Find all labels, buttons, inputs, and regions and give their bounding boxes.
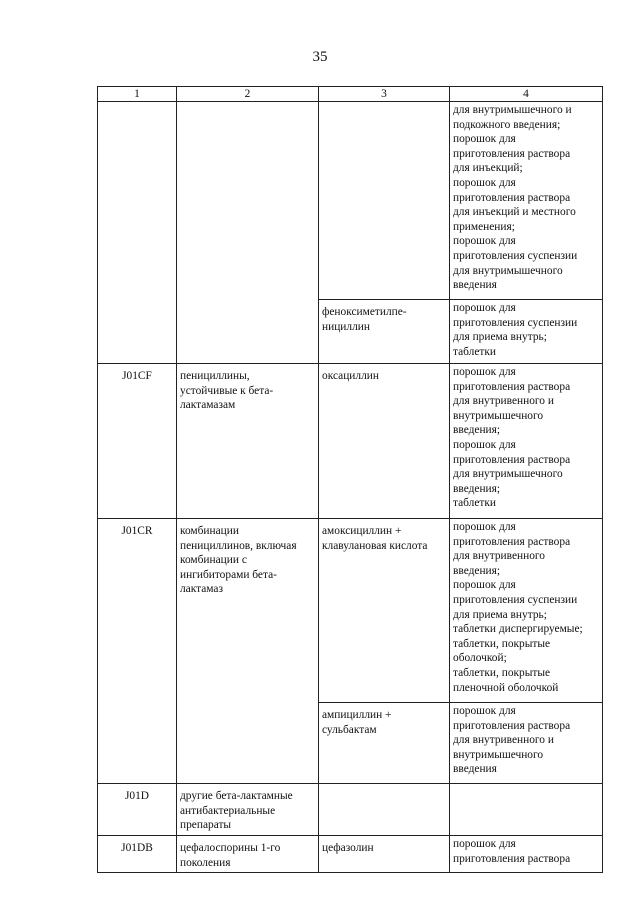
dosage-forms-cell — [450, 836, 603, 873]
drug-name-cell — [319, 300, 450, 364]
drug-name-cell — [319, 836, 450, 873]
cell-text-line: таблетки, покрытые — [453, 666, 551, 679]
cell-text-line: нициллин — [322, 320, 370, 333]
group-cell — [177, 364, 319, 519]
dosage-forms-cell — [450, 703, 603, 784]
cell-text-line: для инъекций и местного — [453, 206, 576, 219]
cell-text-line: приготовления раствора — [453, 535, 571, 548]
dosage-forms-cell — [450, 102, 603, 300]
table-header-row — [98, 87, 603, 102]
cell-text-line: порошок для — [453, 579, 516, 592]
cell-text-line: феноксиметилпе- — [322, 306, 407, 318]
cell-text-line: оксациллин — [322, 370, 379, 382]
cell-text-line: таблетки, покрытые — [453, 637, 551, 650]
cell-text-line: таблетки — [453, 497, 497, 510]
atc-code-cell — [98, 102, 177, 300]
cell-text-line: для внутривенного и — [453, 395, 554, 408]
cell-text-line: для инъекций; — [453, 162, 523, 175]
atc-code-cell — [98, 300, 177, 364]
cell-text-line: приготовления суспензии — [453, 316, 578, 329]
cell-text-line: клавулановая кислота — [322, 539, 428, 552]
cell-text-line: внутримышечного — [453, 409, 544, 422]
group-cell — [177, 784, 319, 836]
group-cell — [177, 836, 319, 873]
cell-text-line: другие бета-лактамные — [180, 790, 293, 802]
cell-text-line: приготовления раствора — [453, 719, 571, 732]
cell-text-line: ингибиторами бета- — [180, 568, 277, 581]
group-cell — [177, 703, 319, 784]
cell-text-line: приготовления раствора — [453, 191, 571, 204]
cell-text-line: введения — [453, 279, 497, 292]
cell-text-line: приготовления раствора — [453, 147, 571, 160]
cell-text-line: порошок для — [453, 438, 516, 451]
dosage-forms-cell — [450, 784, 603, 836]
cell-text-line: для внутривенного и — [453, 734, 554, 747]
cell-text-line: пенициллины, — [180, 370, 250, 382]
table-row — [98, 703, 603, 784]
cell-text-line: для приема внутрь; — [453, 331, 547, 344]
cell-text-line: для внутривенного — [453, 550, 545, 563]
table-row — [98, 364, 603, 519]
cell-text-line: устойчивые к бета- — [180, 384, 274, 397]
drug-table — [97, 86, 603, 873]
drug-name-cell — [319, 519, 450, 703]
drug-name-cell — [319, 784, 450, 836]
cell-text-line: цефазолин — [322, 842, 374, 854]
group-cell — [177, 102, 319, 300]
drug-name-cell — [319, 703, 450, 784]
atc-code-cell: J01D — [98, 784, 177, 836]
cell-text-line: амоксициллин + — [322, 525, 402, 537]
cell-text-line: оболочкой; — [453, 652, 507, 665]
cell-text-line: для внутримышечного — [453, 264, 563, 277]
cell-text-line: введения — [453, 763, 497, 776]
cell-text-line: приготовления суспензии — [453, 593, 578, 606]
cell-text-line: приготовления раствора — [453, 852, 571, 865]
cell-text-line: порошок для — [453, 521, 516, 533]
cell-text-line: внутримышечного — [453, 748, 544, 761]
table-row — [98, 519, 603, 703]
dosage-forms-cell — [450, 300, 603, 364]
cell-text-line: поколения — [180, 856, 231, 869]
atc-code-cell: J01DB — [98, 836, 177, 873]
cell-text-line: для приема внутрь; — [453, 608, 547, 621]
cell-text-line: введения; — [453, 482, 501, 495]
atc-code-cell: J01CR — [98, 519, 177, 703]
atc-code-cell: J01CF — [98, 364, 177, 519]
cell-text-line: комбинации с — [180, 554, 247, 567]
dosage-forms-cell — [450, 364, 603, 519]
table-row — [98, 836, 603, 873]
cell-text-line: для внутримышечного и — [453, 104, 572, 116]
table-row — [98, 300, 603, 364]
group-cell — [177, 300, 319, 364]
group-cell — [177, 519, 319, 703]
cell-text-line: приготовления раствора — [453, 453, 571, 466]
cell-text-line: приготовления суспензии — [453, 249, 578, 262]
cell-text-line: антибактериальные — [180, 804, 276, 817]
atc-code-cell — [98, 703, 177, 784]
cell-text-line: введения; — [453, 424, 501, 437]
cell-text-line: пленочной оболочкой — [453, 681, 559, 694]
cell-text-line: введения; — [453, 564, 501, 577]
cell-text-line: препараты — [180, 819, 232, 832]
table-row — [98, 784, 603, 836]
cell-text-line: порошок для — [453, 176, 516, 189]
cell-text-line: таблетки — [453, 345, 497, 358]
cell-text-line: сульбактам — [322, 723, 377, 736]
cell-text-line: порошок для — [453, 705, 516, 717]
table-row — [98, 102, 603, 300]
cell-text-line: порошок для — [453, 235, 516, 248]
drug-name-cell — [319, 364, 450, 519]
cell-text-line: таблетки диспергируемые; — [453, 623, 583, 636]
column-header-1: 1 — [98, 87, 177, 102]
cell-text-line: комбинации — [180, 525, 239, 537]
cell-text-line: подкожного введения; — [453, 118, 561, 131]
column-header-4: 4 — [450, 87, 603, 102]
cell-text-line: ампициллин + — [322, 709, 392, 721]
dosage-forms-cell — [450, 519, 603, 703]
column-header-3: 3 — [319, 87, 450, 102]
cell-text-line: применения; — [453, 220, 515, 233]
cell-text-line: приготовления раствора — [453, 380, 571, 393]
cell-text-line: для внутримышечного — [453, 468, 563, 481]
cell-text-line: цефалоспорины 1-го — [180, 842, 281, 854]
column-header-2: 2 — [177, 87, 319, 102]
cell-text-line: порошок для — [453, 366, 516, 378]
drug-name-cell — [319, 102, 450, 300]
cell-text-line: лактамаз — [180, 583, 223, 596]
cell-text-line: пенициллинов, включая — [180, 539, 297, 552]
cell-text-line: порошок для — [453, 838, 516, 850]
cell-text-line: порошок для — [453, 133, 516, 146]
cell-text-line: лактамазам — [180, 399, 236, 412]
cell-text-line: порошок для — [453, 302, 516, 314]
page-number: 35 — [312, 49, 328, 65]
